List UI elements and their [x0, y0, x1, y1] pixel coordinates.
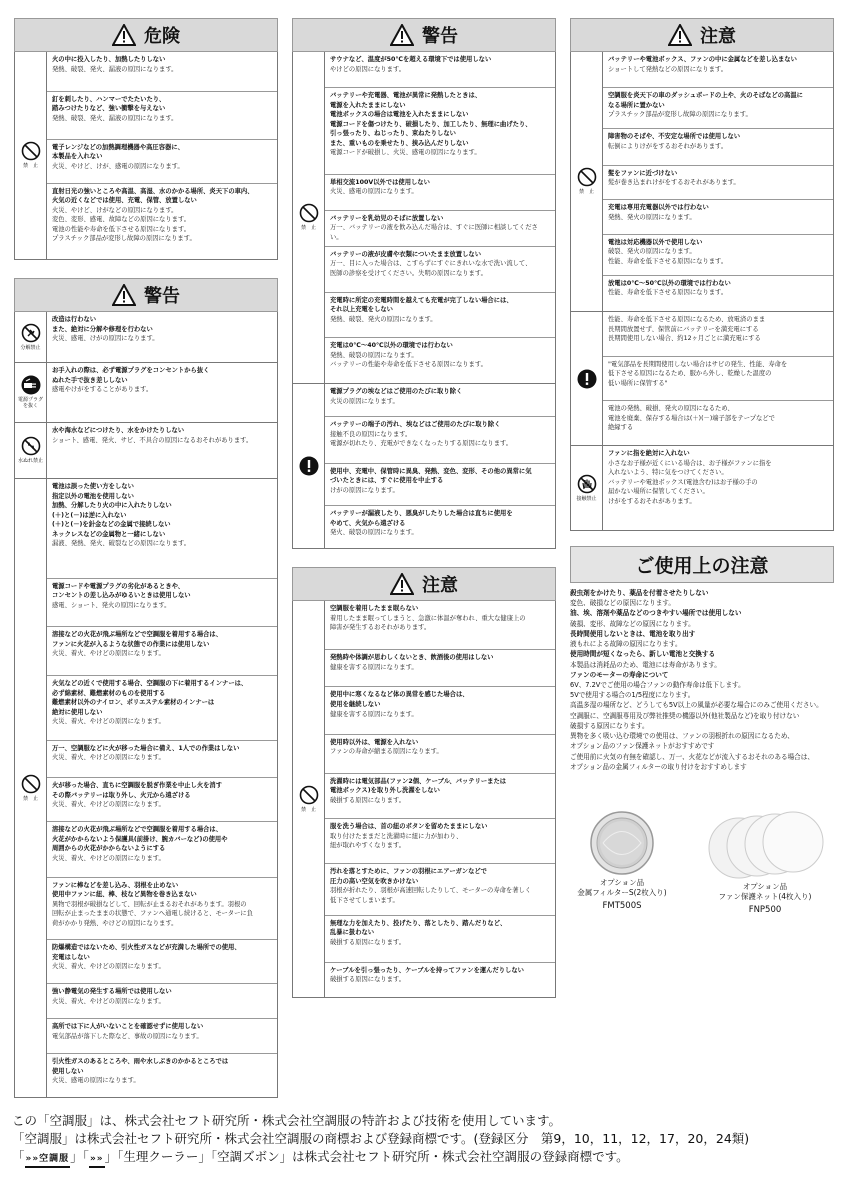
caution-header-col3 — [570, 18, 834, 52]
list-item: ファンに棒などを差し込み、羽根を止めない 使用中ファンに紐、棒、枝など異物を巻き込まない 異物で羽根が破損などして、回転が止まるおそれがあります。羽根の 回転が止まったままの状態で、ファンへ通電し続けると、モーターに負 荷がかかり発熱、やけどの原因になります。 — [47, 877, 277, 940]
warning-mandatory-group — [293, 383, 555, 548]
list-item: バッテリーの端子の汚れ、埃などはご使用のたびに取り除く 接触不良の原因になります。 電源が切れたり、充電ができなくなったりする原因になります。 — [325, 416, 555, 462]
list-item: 空調服を着用したまま眠らない 着用したまま眠ってしまうと、急激に体温が奪われ、重大な健康上の 障害が発生するおそれがあります。 — [330, 605, 526, 632]
list-item: 汚れを落とすために、ファンの羽根にエアーガンなどで 圧力の高い空気を吹きかけない 羽根が折れたり、羽根が高速回転したりして、モーターの寿命を著しく 低下させてしまいます。 — [325, 863, 555, 914]
column-2 — [292, 18, 556, 998]
brand-logo-mark: »»空調服 — [25, 1153, 71, 1168]
usage-note-line: 油、埃、溶剤や薬品などのつきやすい場所では使用しない — [570, 609, 742, 618]
prohibit-label: 禁 止 — [22, 163, 38, 170]
option-code: FNP500 — [748, 905, 782, 916]
protection-net-image — [705, 810, 825, 882]
list-item: "電気部品を長期間使用しない場合はサビの発生、性能、寿命を 低下させる原因になるため、服から外し、乾燥した温度の 低い場所に保管する" — [603, 356, 833, 401]
list-item: バッテリーが漏液したり、悪臭がしたりした場合は直ちに使用を やめて、火気から遠ざける 発火、破裂の原因になります。 — [325, 505, 555, 548]
option-protection-net — [700, 810, 830, 917]
warning-prohibit-group: 禁 止 サウナなど、温度が50℃を超える環境下では使用しない やけどの原因になります。 バッテリーや充電器、電池が異常に発熱したときは、 電源を入れたままにしない 電池ボックスの場合は電池を入れたままにしない 電源コードを傷つけたり、破損したり、加工したり、無理に曲げたり、 引っ張ったり、ねじったり、束ねたりしない また、重いものを乗せたり、挟み込んだりしない 電源コードが破損し、火災、感電の原因になります。 単相交流100V以外では使用しない 火災、感電の原因になります。 バッテリーを乳幼児のそばに放置しない 万一、バッテリーの液を飲み込んだ場合は、すぐに医師に相談してください。 バッテリーの液が皮膚や衣類についたまま放置しない 万一、目に入った場合は、こすらずにすぐにきれいな水で洗い流して、 医師の診察を受けてください。失明の原因になります。 充電時に所定の充電時間を越えても充電が完了しない場合には、 それ以上充電をしない 発熱、破裂、発火の原因になります。 充電は0℃〜40℃以外の環境では行わない 発熱、破裂の原因になります。 バッテリーの性能や寿命を低下させる原因になります。 — [293, 52, 555, 383]
list-item: 空調服を炎天下の車のダッシュボードの上や、火のそばなどの高温に なる場所に置かない プラスチック部品が変形し故障の原因になります。 — [603, 87, 833, 128]
usage-note-line: 殺虫剤をかけたり、薬品を付着させたりしない — [570, 589, 709, 597]
footer-line-1: この「空調服」は、株式会社セフト研究所・株式会社空調服の特許および技術を使用しています。 — [12, 1113, 562, 1128]
usage-note-line: 異物を多く吸い込む環境での使用は、ファンの羽根折れの原因になるため、 — [570, 732, 794, 741]
usage-note-line: 変色、破損などの原因になります。 — [570, 599, 675, 608]
list-item: バッテリーや充電器、電池が異常に発熱したときは、 電源を入れたままにしない 電池ボックスの場合は電池を入れたままにしない 電源コードを傷つけたり、破損したり、加工したり、無理に曲げたり、 引っ張ったり、ねじったり、束ねたりしない また、重いものを乗せたり、挟み込んだりしない 電源コードが破損し、火災、感電の原因になります。 — [325, 87, 555, 174]
no-touch-hand-icon — [577, 474, 597, 494]
list-item: 火が移った場合、直ちに空調服を脱ぎ作業を中止し火を消す その際バッテリーは取り外し、火元から遠ざける 火災、着火、やけどの原因になります。 — [47, 777, 277, 821]
caution-prohibit-group: 禁 止 空調服を着用したまま眠らない 着用したまま眠ってしまうと、急激に体温が奪われ、重大な健康上の 障害が発生するおそれがあります。 発熱時や体調が思わしくないとき、飲酒後の使用はしない 健康を害する原因になります。 使用中に寒くなるなど体の異常を感じた場合は、 使用を継続しない 健康を害する原因になります。 使用時以外は、電源を入れない ファンの寿命が縮まる原因になります。 洗濯時には電気部品(ファン2個、ケーブル、バッテリーまたは 電池ボックス)を取り外し洗濯をしない 破損する原因になります。 服を洗う場合は、首の紐のボタンを留めたままにしない 取り付けたままだと洗濯時に紐に力が加わり、 紐が取れやすくなります。 汚れを落とすために、ファンの羽根にエアーガンなどで 圧力の高い空気を吹きかけない 羽根が折れたり、羽根が高速回転したりして、モーターの寿命を著しく 低下させてしまいます。 無理な力を加えたり、投げたり、落としたり、踏んだりなど、 乱暴に扱わない 破損する原因になります。 ケーブルを引っ張ったり、ケーブルを持ってファンを運んだりしない 破損する原因になります。 — [293, 601, 555, 997]
list-item: 強い静電気の発生する場所では使用しない 火災、着火、やけどの原因になります。 — [47, 983, 277, 1018]
caution-title: 注意 — [700, 26, 736, 47]
list-item: 充電時に所定の充電時間を越えても充電が完了しない場合には、 それ以上充電をしない 発熱、破裂、発火の原因になります。 — [325, 292, 555, 338]
caution-prohibit-group: 禁 止 バッテリーや電池ボックス、ファンの中に金属などを差し込まない ショートして発熱などの原因になります。 空調服を炎天下の車のダッシュボードの上や、火のそばなどの高温に なる場所に置かない プラスチック部品が変形し故障の原因になります。 障害物のそばや、不安定な場所では使用しない 転倒によりけがをするおそれがあります。 髪をファンに近づけない 髪が巻き込まれけがをするおそれがあります。 充電は専用充電器以外では行わない 発熱、発火の原因になります。 電池は対応機器以外で使用しない 破裂、発火の原因になります。 性能、寿命を低下させる原因になります。 放電は0℃〜50℃以外の環境では行わない 性能、寿命を低下させる原因になります。 — [571, 52, 833, 311]
danger-header — [14, 18, 278, 52]
list-item: 洗濯時には電気部品(ファン2個、ケーブル、バッテリーまたは 電池ボックス)を取り外し洗濯をしない 破損する原因になります。 — [325, 773, 555, 818]
list-item: 釘を刺したり、ハンマーでたたいたり、 踏みつけたりなど、強い衝撃を与えない 発熱、破裂、発火、漏液の原因になります。 — [47, 91, 277, 139]
option-name: オプション品 ファン保護ネット(4枚入り) — [718, 882, 812, 902]
list-item: 使用中に寒くなるなど体の異常を感じた場合は、 使用を継続しない 健康を害する原因になります。 — [325, 686, 555, 733]
footer-line-2: 「空調服」は株式会社セフト研究所・株式会社空調服の商標および登録商標です。(登録区分 第9，10，11，12，17，20，24類) — [12, 1131, 750, 1147]
danger-table — [14, 52, 278, 260]
list-item: 溶接などの火花が飛ぶ場所などで空調服を着用する場合は、 ファンに火花が入るような状態での作業には使用しない 火災、着火、やけどの原因になります。 — [47, 626, 277, 675]
prohibition-icon — [299, 203, 319, 223]
warning-header-col2 — [292, 18, 556, 52]
warning-triangle-icon — [668, 24, 692, 46]
option-code: FMT500S — [602, 901, 642, 912]
warning-table-col1 — [14, 312, 278, 1098]
list-item: 発熱時や体調が思わしくないとき、飲酒後の使用はしない 健康を害する原因になります。 — [325, 649, 555, 686]
usage-note-line: ファンのモーターの寿命について — [570, 670, 669, 679]
prohibition-icon — [299, 785, 319, 805]
unplug-icon — [20, 375, 42, 395]
usage-note-line: 空調服に、空調服専用及び弊社推奨の機器以外(他社製品など)を取り付けない — [570, 711, 800, 720]
list-item: 性能、寿命を低下させる原因になるため、放電済のまま 長期間放置せず、保管前にバッテリーを満充電にする 長期間使用しない場合、約12ヶ月ごとに満充電にする — [608, 316, 766, 343]
warning-triangle-icon — [112, 284, 136, 306]
usage-note-line: オプション品のファン保護ネットがおすすめです — [570, 742, 715, 751]
usage-header — [570, 546, 834, 583]
list-item: 電池は対応機器以外で使用しない 破裂、発火の原因になります。 性能、寿命を低下させる原因になります。 — [603, 234, 833, 275]
list-item: バッテリーを乳幼児のそばに放置しない 万一、バッテリーの液を飲み込んだ場合は、すぐに医師に相談してください。 — [325, 210, 555, 246]
list-item: 改造は行わない また、絶対に分解や修理を行わない 火災、感電、けがの原因になります。 — [52, 316, 159, 343]
list-item: 無理な力を加えたり、投げたり、落としたり、踏んだりなど、 乱暴に扱わない 破損する原因になります。 — [325, 915, 555, 962]
list-item: ファンに指を絶対に入れない 小さなお子様が近くにいる場合は、お子様がファンに指を 入れないよう、特に気をつけてください。 バッテリーや電池ボックス(電池含む)はお子様の手の 届かない場所に保管してください。 けがをするおそれがあります。 — [608, 450, 772, 505]
list-item: 髪をファンに近づけない 髪が巻き込まれけがをするおそれがあります。 — [603, 165, 833, 199]
caution-mandatory-group — [571, 311, 833, 445]
list-item: バッテリーの液が皮膚や衣類についたまま放置しない 万一、目に入った場合は、こすらずにすぐにきれいな水で洗い流して、 医師の診察を受けてください。失明の原因になります。 — [325, 246, 555, 292]
warning-triangle-icon — [390, 24, 414, 46]
list-item: 充電は専用充電器以外では行わない 発熱、発火の原因になります。 — [603, 199, 833, 233]
list-item: 溶接などの火花が飛ぶ場所などで空調服を着用する場合は、 火花がかからないよう保護具(前掛け、腕カバーなど)の使用や 周囲からの火花がかからないようにする 火災、着火、やけどの原因になります。 — [47, 821, 277, 877]
list-item: 防爆構造ではないため、引火性ガスなどが充満した場所での使用、 充電はしない 火災、着火、やけどの原因になります。 — [47, 939, 277, 983]
list-item: 電子レンジなどの加熱調理機器や高圧容器に、 本製品を入れない 火災、やけど、けが、感電の原因になります。 — [47, 139, 277, 183]
usage-note-line: オプション品の金属フィルターの取り付けをおすすめします — [570, 762, 747, 771]
caution-table-col3 — [570, 52, 834, 531]
list-item: 高所では下に人がいないことを確認せずに使用しない 電気部品が落下した際など、事故の原因になります。 — [47, 1018, 277, 1053]
list-item: お手入れの際は、必ず電源プラグをコンセントから抜く ぬれた手で抜き差ししない 感電やけがをすることがあります。 — [52, 367, 210, 394]
usage-note-line: 破損、変形、故障などの原因になります。 — [570, 619, 695, 628]
footer — [12, 1112, 749, 1168]
list-item: 使用時以外は、電源を入れない ファンの寿命が縮まる原因になります。 — [325, 734, 555, 773]
list-item: 電池の発熱、破損、発火の原因になるため、 電池を廃棄、保存する場合は(＋)(－)端子部をテープなどで 絶縁する — [603, 400, 833, 445]
warning-table-col2 — [292, 52, 556, 549]
usage-note-line: 使用時間が短くなったら、新しい電池と交換する — [570, 650, 716, 659]
brand-symbol-mark: »» — [89, 1153, 105, 1168]
list-item: 万一、空調服などに火が移った場合に備え、1人での作業はしない 火災、着火、やけどの原因になります。 — [47, 740, 277, 777]
footer-line-3: 「»»空調服」「»»」「生理クーラー」「空調ズボン」は株式会社セフト研究所・株式会社空調服の登録商標です。 — [12, 1148, 749, 1168]
list-item: 単相交流100V以外では使用しない 火災、感電の原因になります。 — [325, 174, 555, 210]
usage-note-line: 長時間使用しないときは、電池を取り出す — [570, 629, 696, 638]
list-item: 電源プラグの埃などはご使用のたびに取り除く 火災の原因になります。 — [330, 388, 463, 405]
caution-header-col2 — [292, 567, 556, 601]
warning-triangle-icon — [112, 24, 136, 46]
list-item: 引火性ガスのあるところや、雨や水しぶきのかかるところでは 使用しない 火災、感電の原因になります。 — [47, 1053, 277, 1097]
warning-title: 警告 — [144, 286, 180, 307]
caution-title: 注意 — [422, 575, 458, 596]
usage-note-line: 高温多湿の場所など、どうしても5V以上の風量が必要な場合にのみご使用ください。 — [570, 701, 823, 710]
prohibition-icon — [21, 774, 41, 794]
list-item: 放電は0℃〜50℃以外の環境では行わない 性能、寿命を低下させる原因になります。 — [603, 275, 833, 311]
list-item: 充電は0℃〜40℃以外の環境では行わない 発熱、破裂の原因になります。 バッテリーの性能や寿命を低下させる原因になります。 — [325, 337, 555, 383]
usage-note-line: 6V、7.2Vでご使用の場合ファンの動作寿命は低下します。 — [570, 680, 745, 689]
usage-note-line: 5Vで使用する場合の1/5程度になります。 — [570, 691, 695, 700]
no-disassembly-icon — [21, 323, 41, 343]
unplug-group: 電源プラグ を抜く お手入れの際は、必ず電源プラグをコンセントから抜く ぬれた手で抜き差ししない 感電やけがをすることがあります。 — [15, 362, 277, 422]
exclamation-icon — [299, 456, 319, 476]
caution-table-col2 — [292, 601, 556, 998]
list-item: ケーブルを引っ張ったり、ケーブルを持ってファンを運んだりしない 破損する原因になります。 — [325, 962, 555, 997]
prohibition-icon — [577, 167, 597, 187]
warning-title: 警告 — [422, 26, 458, 47]
metal-filter-image — [589, 810, 655, 876]
usage-note-line: 液もれによる故障の原因になります。 — [570, 640, 682, 649]
usage-note-line: 破損する原因になります。 — [570, 721, 649, 730]
list-item: 水や海水などにつけたり、水をかけたりしない ショート、感電、発火、サビ、不具合の原因になるおそれがあります。 — [52, 427, 253, 444]
warning-triangle-icon — [390, 573, 414, 595]
list-item: 使用中、充電中、保管時に異臭、発熱、変色、変形、その他の異常に気 づいたときには、すぐに使用を中止する けがの原因になります。 — [325, 463, 555, 506]
usage-note-line: 本製品は消耗品のため、電池には寿命があります。 — [570, 660, 721, 669]
list-item: 障害物のそばや、不安定な場所では使用しない 転倒によりけがをするおそれがあります。 — [603, 128, 833, 164]
column-1 — [14, 18, 278, 1098]
option-metal-filter — [562, 810, 682, 913]
list-item: サウナなど、温度が50℃を超える環境下では使用しない やけどの原因になります。 — [330, 56, 492, 73]
usage-title: ご使用上の注意 — [635, 555, 769, 577]
no-disassembly-group: 分解禁止 改造は行わない また、絶対に分解や修理を行わない 火災、感電、けがの原因になります。 — [15, 312, 277, 362]
no-water-icon — [21, 436, 41, 456]
list-item: 火気などの近くで使用する場合、空調服の下に着用するインナーは、 必ず綿素材、難燃素材のものを使用する 難燃素材以外のナイロン、ポリエステル素材のインナーは 絶対に使用しない 火災、着火、やけどの原因になります。 — [47, 675, 277, 740]
danger-prohibit-group — [15, 52, 277, 259]
list-item: 服を洗う場合は、首の紐のボタンを留めたままにしない 取り付けたままだと洗濯時に紐に力が加わり、 紐が取れやすくなります。 — [325, 818, 555, 863]
list-item: 火の中に投入したり、加熱したりしない 発熱、破裂、発火、漏液の原因になります。 — [52, 56, 178, 73]
danger-icon-cell — [15, 52, 47, 259]
usage-note-line: ご使用前に火気の有無を確認し、万一、火花などが流入するおそれのある場合は、 — [570, 752, 814, 761]
no-water-group: 水ぬれ禁止 水や海水などにつけたり、水をかけたりしない ショート、感電、発火、サビ、不具合の原因になるおそれがあります。 — [15, 422, 277, 478]
no-touch-group: 接触禁止 ファンに指を絶対に入れない 小さなお子様が近くにいる場合は、お子様がファンに指を 入れないよう、特に気をつけてください。 バッテリーや電池ボックス(電池含む)はお子様の手の 届かない場所に保管してください。 けがをするおそれがあります。 — [571, 445, 833, 530]
danger-title: 危険 — [144, 26, 180, 47]
warning-header-col1 — [14, 278, 278, 312]
option-name: オプション品 金属フィルターS(2枚入り) — [577, 878, 667, 898]
list-item: バッテリーや電池ボックス、ファンの中に金属などを差し込まない ショートして発熱などの原因になります。 — [608, 56, 797, 73]
list-item: 電源コードや電源プラグの劣化があるときや、 コンセントの差し込みがゆるいときは使用しない 感電、ショート、発火の原因になります。 — [47, 578, 277, 627]
list-item: 直射日光の強いところや高温、高湿、水のかかる場所、炎天下の車内、 火気の近くなどでは使用、充電、保管、放置しない 火災、やけど、けがなどの原因になります。 変色、変形、感電、故障などの原因になります。 電池の性能や寿命を低下させる原因になります。 プラスチック部品が変形し故障の原因になります。 — [47, 183, 277, 259]
prohibition-icon — [21, 141, 41, 161]
list-item: 電池は誤った使い方をしない 指定以外の電池を使用しない 加熱、分解したり火の中に入れたりしない (＋)と(－)は逆に入れない (＋)と(－)を針金などの金属で接続しない ネックレスなどの金属物と一緒にしない 漏液、発熱、発火、破裂などの原因になります。 — [52, 483, 191, 548]
usage-notes — [570, 588, 834, 772]
exclamation-icon — [577, 369, 597, 389]
warning-prohibit-group: 禁 止 電池は誤った使い方をしない 指定以外の電池を使用しない 加熱、分解したり火の中に入れたりしない (＋)と(－)は逆に入れない (＋)と(－)を針金などの金属で接続しない ネックレスなどの金属物と一緒にしない 漏液、発熱、発火、破裂などの原因になります。 電源コードや電源プラグの劣化があるときや、 コンセントの差し込みがゆるいときは使用しない 感電、ショート、発火の原因になります。 溶接などの火花が飛ぶ場所などで空調服を着用する場合は、 ファンに火花が入るような状態での作業には使用しない 火災、着火、やけどの原因になります。 火気などの近くで使用する場合、空調服の下に着用するインナーは、 必ず綿素材、難燃素材のものを使用する 難燃素材以外のナイロン、ポリエステル素材のインナーは 絶対に使用しない 火災、着火、やけどの原因になります。 万一、空調服などに火が移った場合に備え、1人での作業はしない 火災、着火、やけどの原因になります。 火が移った場合、直ちに空調服を脱ぎ作業を中止し火を消す その際バッテリーは取り外し、火元から遠ざける 火災、着火、やけどの原因になります。 溶接などの火花が飛ぶ場所などで空調服を着用する場合は、 火花がかからないよう保護具(前掛け、腕カバーなど)の使用や 周囲からの火花がかからないようにする 火災、着火、やけどの原因になります。 ファンに棒などを差し込み、羽根を止めない 使用中ファンに紐、棒、枝など異物を巻き込まない 異物で羽根が破損などして、回転が止まるおそれがあります。羽根の 回転が止まったままの状態で、ファンへ通電し続けると、モーターに負 荷がかかり発熱、やけどの原因になります。 防爆構造ではないため、引火性ガスなどが充満した場所での使用、 充電はしない 火災、着火、やけどの原因になります。 強い静電気の発生する場所では使用しない 火災、着火、やけどの原因になります。 高所では下に人がいないことを確認せずに使用しない 電気部品が落下した際など、事故の原因になります。 引火性ガスのあるところや、雨や水しぶきのかかるところでは 使用しない 火災、感電の原因になります。 — [15, 478, 277, 1097]
column-3 — [570, 18, 834, 772]
